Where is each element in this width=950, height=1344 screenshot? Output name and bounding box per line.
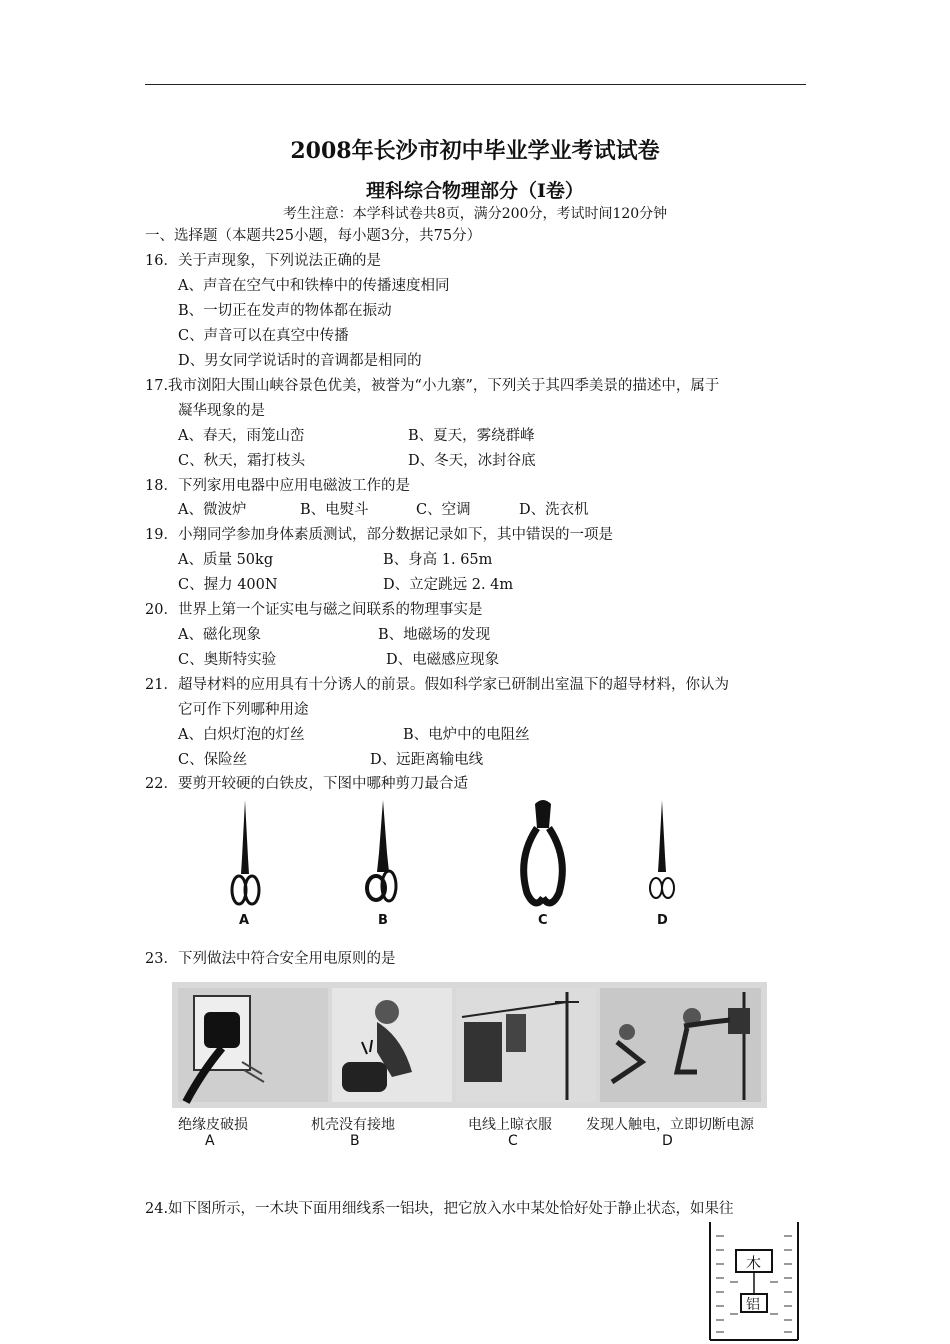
safety-label-c: C [508,1133,518,1149]
q21-stem-line1: 21．超导材料的应用具有十分诱人的前景。假如科学家已研制出室温下的超导材料，你认为 [145,677,729,693]
q17-option-d: D、冬天，冰封谷底 [408,453,536,469]
q19-option-d: D、立定跳远 2. 4m [383,577,514,593]
q19-stem: 19．小翔同学参加身体素质测试，部分数据记录如下，其中错误的一项是 [145,527,613,543]
safety-caption-a: 绝缘皮破损 [178,1117,248,1133]
q21-option-b: B、电炉中的电阻丝 [403,727,530,743]
q16-option-d: D、男女同学说话时的音调都是相同的 [178,353,422,369]
water-tank-diagram [708,1222,800,1342]
q16-option-c: C、声音可以在真空中传播 [178,328,349,344]
damaged-plug-icon [178,988,328,1102]
motor-worker-icon [332,988,452,1102]
safety-label-a: A [205,1133,215,1149]
header-rule [145,84,806,85]
scissors-b-icon [367,800,396,901]
q19-option-c: C、握力 400N [178,577,278,593]
q21-option-a: A、白炽灯泡的灯丝 [178,727,305,743]
q18-option-b: B、电熨斗 [300,502,369,518]
scissors-label-a: A [239,913,250,928]
q18-stem: 18．下列家用电器中应用电磁波工作的是 [145,478,410,494]
clothes-on-wire-icon [456,988,596,1102]
safety-caption-b: 机壳没有接地 [311,1117,395,1133]
q23-stem: 23．下列做法中符合安全用电原则的是 [145,951,396,967]
safety-label-d: D [662,1133,673,1149]
tin-snips-c-icon [524,800,563,903]
q20-option-d: D、电磁感应现象 [386,652,500,668]
exam-notice: 考生注意：本学科试卷共8页，满分200分，考试时间120分钟 [282,206,668,222]
cut-power-rescue-icon [600,988,761,1102]
q18-option-a: A、微波炉 [178,502,247,518]
q22-stem: 22．要剪开较硬的白铁皮，下图中哪种剪刀最合适 [145,776,468,792]
q18-option-d: D、洗衣机 [519,502,589,518]
q17-option-b: B、夏天，雾绕群峰 [408,428,535,444]
q20-stem: 20．世界上第一个证实电与磁之间联系的物理事实是 [145,602,483,618]
scissors-figure [225,798,695,930]
q16-stem: 16．关于声现象，下列说法正确的是 [145,253,381,269]
safety-caption-d: 发现人触电，立即切断电源 [586,1117,754,1133]
q17-stem-line1: 17.我市浏阳大围山峡谷景色优美，被誉为“小九寨”，下列关于其四季美景的描述中，属于 [145,378,720,394]
scissors-label-d: D [657,913,668,928]
q21-option-c: C、保险丝 [178,752,248,768]
q17-option-c: C、秋天，霜打枝头 [178,453,306,469]
scissors-label-c: C [538,913,548,928]
q21-stem-line2: 它可作下列哪种用途 [178,702,309,718]
q17-option-a: A、春天，雨笼山峦 [178,428,305,444]
q20-option-c: C、奥斯特实验 [178,652,277,668]
safety-label-b: B [350,1133,360,1149]
scissors-label-b: B [378,913,388,928]
wood-block-label: 木 [746,1254,762,1272]
page-subtitle: 理科综合物理部分（Ⅰ卷） [366,180,584,202]
q19-option-a: A、质量 50kg [178,552,274,568]
q19-option-b: B、身高 1. 65m [383,552,493,568]
q17-stem-line2: 凝华现象的是 [178,403,265,419]
safety-caption-c: 电线上晾衣服 [468,1117,552,1133]
q16-option-a: A、声音在空气中和铁棒中的传播速度相同 [178,278,450,294]
q20-option-a: A、磁化现象 [178,627,261,643]
q21-option-d: D、远距离输电线 [370,752,484,768]
q16-option-b: B、一切正在发声的物体都在振动 [178,303,392,319]
q20-option-b: B、地磁场的发现 [378,627,491,643]
electric-safety-figure [172,982,767,1108]
page-title: 2008年长沙市初中毕业学业考试试卷 [290,138,660,164]
aluminum-block-label: 铝 [746,1297,760,1313]
section-heading: 一、选择题（本题共25小题，每小题3分，共75分） [145,228,482,244]
scissors-d-icon [650,800,674,898]
scissors-a-icon [232,800,259,904]
q24-stem: 24.如下图所示，一木块下面用细线系一铝块，把它放入水中某处恰好处于静止状态，如果往 [145,1201,734,1217]
q18-option-c: C、空调 [416,502,471,518]
